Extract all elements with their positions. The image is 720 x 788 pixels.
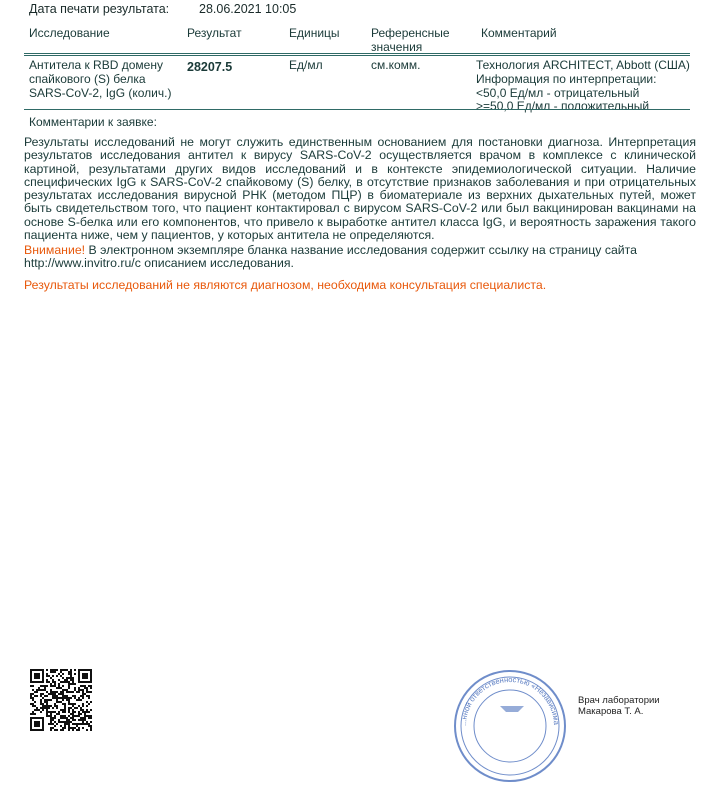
- warning-paragraph: [24, 244, 696, 271]
- stamp-text: ...нной ответственностью «Независима: [458, 674, 562, 727]
- doctor-title: Врач лаборатории: [578, 695, 660, 706]
- column-header-test: Исследование: [29, 26, 110, 40]
- table-header-rule-bottom: [24, 55, 690, 56]
- disclaimer: Результаты исследований не являются диагнозом, необходима консультация специалиста.: [24, 278, 547, 292]
- print-date-line: [29, 2, 297, 16]
- warning-label: Внимание!: [24, 243, 86, 257]
- comments-label: Комментарии к заявке:: [29, 115, 157, 129]
- test-comment-line: <50,0 Ед/мл - отрицательный: [476, 85, 640, 100]
- test-comment-line: Технология ARCHITECT, Abbott (США): [476, 58, 690, 72]
- invitro-link[interactable]: http://www.invitro.ru/: [24, 256, 135, 271]
- column-header-comment: Комментарий: [481, 26, 557, 40]
- print-date-value: 28.06.2021 10:05: [199, 2, 297, 16]
- print-date-label: Дата печати результата:: [29, 2, 170, 16]
- test-comment-line: >=50,0 Ед/мл - положительный: [476, 99, 650, 114]
- test-result-value: 28207.5: [187, 60, 233, 74]
- warning-text-end: с описанием исследования.: [134, 256, 294, 271]
- qr-code: [30, 669, 92, 717]
- lab-stamp: [452, 668, 568, 784]
- comments-text: Результаты исследований не могут служить единственным основанием для постановки диагноза. Интерпретация результатов исследования антител к вирусу SARS-CoV-2 осуществляется врачом в комплексе с клинической картиной, результатами других видов исследований и в контексте эпидемиологической ситуации. Наличие специфических IgG к SARS-CoV-2 спайковому (S) белку, в отсутствие признаков заболевания и при отрицательных результатах исследования вирусной РНК (методом ПЦР) в биоматериале из верхних дыхательных путей, может быть свидетельством того, что пациент контактировал с вирусом SARS-CoV-2 или был вакцинирован вакцинами на основе S-белка или его компонентов, что привело к выработке антител класса IgG, и вероятность заражения такого пациента ниже, чем у пациентов, у которых антитела не определяются.: [24, 135, 696, 243]
- test-comment: [476, 59, 696, 114]
- test-comment-line: Информация по интерпретации:: [476, 71, 657, 86]
- table-header-rule-top: [24, 53, 690, 54]
- test-name[interactable]: Антитела к RBD домену спайкового (S) белка SARS-CoV-2, IgG (колич.): [29, 58, 172, 100]
- test-units: Ед/мл: [289, 58, 323, 72]
- warning-text: В электронном экземпляре бланка название исследования содержит ссылку на страницу сайта: [85, 243, 638, 257]
- column-header-reference: Референсные значения: [371, 26, 450, 54]
- test-reference: см.комм.: [371, 58, 421, 72]
- column-header-units: Единицы: [289, 26, 340, 40]
- doctor-name: Макарова Т. А.: [578, 706, 644, 717]
- doctor-signature-block: [578, 695, 660, 717]
- table-bottom-rule: [24, 109, 690, 110]
- column-header-result: Результат: [187, 26, 242, 40]
